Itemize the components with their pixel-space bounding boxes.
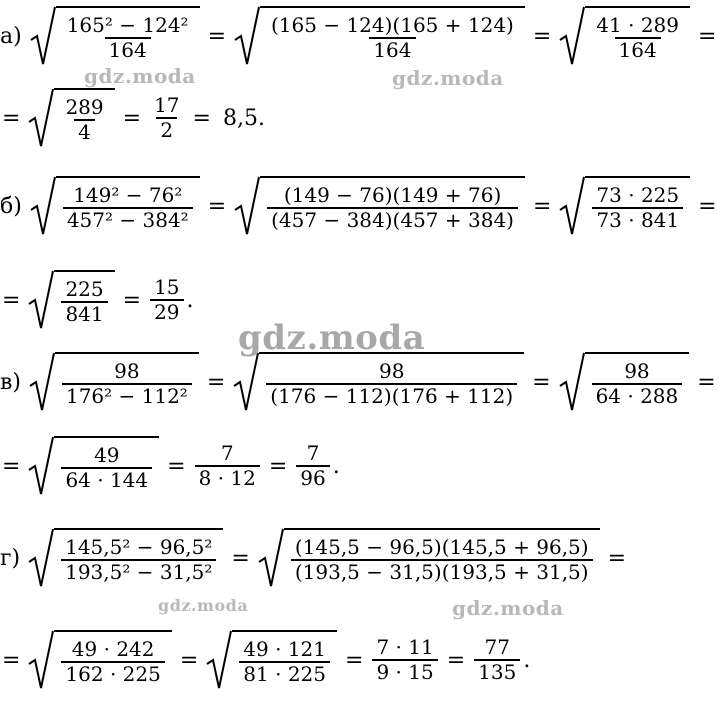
period: . bbox=[523, 647, 531, 673]
radical-sign-icon bbox=[559, 6, 585, 66]
equals-sign: = bbox=[607, 545, 627, 571]
equals-sign: = bbox=[192, 105, 211, 131]
line-g-2 bbox=[0, 635, 531, 686]
fraction: $\frac{49}{64 \cdot 144}$ bbox=[61, 444, 152, 492]
equals-sign: = bbox=[122, 287, 142, 313]
fraction: $\frac{7}{8 \cdot 12}$ bbox=[195, 442, 260, 490]
label-a: а) bbox=[0, 23, 22, 49]
watermark: gdz.moda bbox=[84, 64, 196, 88]
equals-sign: = bbox=[122, 105, 142, 131]
sqrt-v2 bbox=[233, 352, 524, 412]
equals-sign: = bbox=[532, 193, 552, 219]
equals-sign: = bbox=[532, 369, 551, 395]
period: . bbox=[332, 453, 340, 479]
fraction: $\frac{\text{145,5² − 96,5²}}{\text{193,5² − 31,5²}}$ bbox=[61, 536, 216, 584]
watermark: gdz.moda bbox=[238, 318, 426, 358]
fraction: $\frac{289}{4}$ bbox=[65, 95, 104, 144]
radical-sign-icon bbox=[234, 6, 260, 66]
radical-sign-icon bbox=[559, 352, 585, 412]
radical-sign-icon bbox=[258, 528, 284, 588]
radical-sign-icon bbox=[28, 528, 54, 588]
fraction: $\frac{\text{165² − 124²}}{164}$ bbox=[66, 13, 189, 62]
fraction: $\frac{\text{149² − 76²}}{\text{457² − 384²}}$ bbox=[63, 184, 193, 232]
sqrt-v1 bbox=[29, 352, 199, 412]
equals-sign: = bbox=[532, 23, 552, 49]
fraction: $\frac{98}{(176 - 112)(176 + 112)}$ bbox=[266, 360, 517, 408]
line-v-1 bbox=[0, 359, 722, 408]
period: . bbox=[186, 287, 194, 313]
line-b-1 bbox=[0, 183, 723, 232]
sqrt-b3 bbox=[559, 176, 690, 236]
sqrt-g2 bbox=[258, 528, 600, 588]
radical-sign-icon bbox=[206, 630, 232, 690]
label-b: б) bbox=[0, 193, 22, 219]
fraction: $\frac{7 \cdot 11}{9 \cdot 15}$ bbox=[372, 636, 437, 684]
fraction: $\frac{(149 - 76)(149 + 76)}{(457 - 384)(457 + 384)}$ bbox=[267, 184, 518, 232]
sqrt-b4 bbox=[28, 270, 114, 330]
equals-sign: = bbox=[697, 369, 716, 395]
radical-sign-icon bbox=[234, 176, 260, 236]
sqrt-g4 bbox=[206, 630, 337, 690]
watermark: gdz.moda bbox=[452, 596, 564, 620]
equals-sign: = bbox=[446, 647, 466, 673]
radical-sign-icon bbox=[28, 436, 54, 496]
radical-sign-icon bbox=[233, 352, 259, 412]
equals-sign: = bbox=[698, 23, 717, 49]
fraction: $\frac{7}{96}$ bbox=[296, 442, 329, 490]
equals-sign: = bbox=[2, 453, 21, 479]
line-a-1 bbox=[0, 13, 722, 62]
fraction: $\frac{98}{\text{176² − 112²}}$ bbox=[62, 360, 192, 408]
sqrt-a2 bbox=[234, 6, 525, 66]
radical-sign-icon bbox=[30, 176, 56, 236]
fraction: $\frac{(165 - 124)(165 + 124)}{164}$ bbox=[271, 13, 514, 62]
sqrt-g1 bbox=[28, 528, 223, 588]
fraction: $\frac{98}{64 \cdot 288}$ bbox=[592, 360, 683, 408]
equals-sign: = bbox=[2, 647, 21, 673]
radical-sign-icon bbox=[28, 630, 54, 690]
equals-sign: = bbox=[2, 105, 21, 131]
fraction: $\frac{15}{29}$ bbox=[150, 276, 183, 324]
equals-sign: = bbox=[2, 287, 21, 313]
equals-sign: = bbox=[231, 545, 250, 571]
sqrt-v3 bbox=[559, 352, 690, 412]
sqrt-a1 bbox=[30, 6, 200, 66]
radical-sign-icon bbox=[29, 352, 55, 412]
sqrt-b2 bbox=[234, 176, 525, 236]
result-a: 8,5. bbox=[222, 105, 265, 131]
fraction: $\frac{17}{2}$ bbox=[154, 93, 180, 142]
equals-sign: = bbox=[167, 453, 186, 479]
line-g-1 bbox=[0, 535, 632, 584]
sqrt-a3 bbox=[559, 6, 690, 66]
fraction: $\frac{49 \cdot 121}{81 \cdot 225}$ bbox=[239, 638, 330, 686]
label-g: г) bbox=[0, 545, 21, 571]
equals-sign: = bbox=[345, 647, 364, 673]
equals-sign: = bbox=[268, 453, 288, 479]
equals-sign: = bbox=[179, 647, 199, 673]
fraction: $\frac{(145,5 - 96,5)(145,5 + 96,5)}{(193,5 - 31,5)(193,5 + 31,5)}$ bbox=[291, 536, 593, 584]
equals-sign: = bbox=[206, 369, 226, 395]
label-v: в) bbox=[0, 369, 21, 395]
radical-sign-icon bbox=[28, 88, 54, 148]
line-a-2 bbox=[0, 93, 271, 144]
watermark: gdz.moda bbox=[392, 66, 504, 90]
sqrt-a4 bbox=[28, 88, 114, 148]
line-v-2 bbox=[0, 441, 340, 492]
fraction: $\frac{41 \cdot 289}{164}$ bbox=[596, 13, 679, 62]
fraction: $\frac{77}{135}$ bbox=[474, 636, 520, 684]
radical-sign-icon bbox=[28, 270, 54, 330]
fraction: $\frac{225}{841}$ bbox=[61, 278, 107, 326]
fraction: $\frac{73 \cdot 225}{73 \cdot 841}$ bbox=[592, 184, 683, 232]
sqrt-b1 bbox=[30, 176, 200, 236]
radical-sign-icon bbox=[559, 176, 585, 236]
equals-sign: = bbox=[207, 23, 226, 49]
equals-sign: = bbox=[698, 193, 717, 219]
fraction: $\frac{49 \cdot 242}{162 \cdot 225}$ bbox=[61, 638, 164, 686]
radical-sign-icon bbox=[30, 6, 56, 66]
sqrt-g3 bbox=[28, 630, 171, 690]
watermark: gdz.moda bbox=[158, 596, 249, 615]
line-b-2 bbox=[0, 275, 194, 326]
sqrt-v4 bbox=[28, 436, 159, 496]
equals-sign: = bbox=[207, 193, 227, 219]
